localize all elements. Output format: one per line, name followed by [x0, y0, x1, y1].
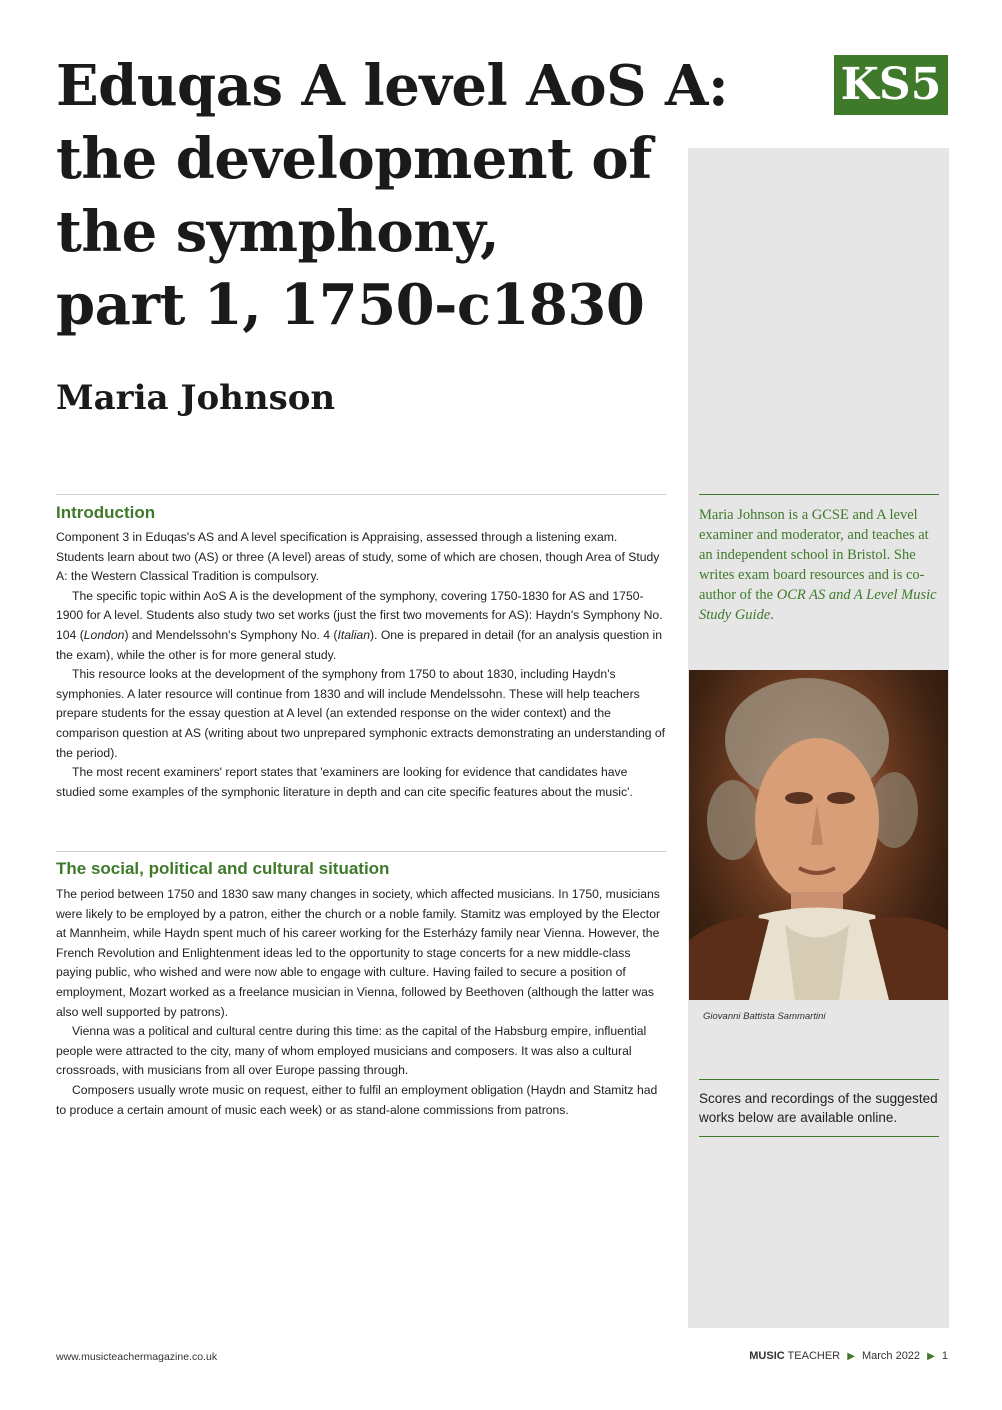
paragraph	[56, 763, 668, 802]
footer-website-link[interactable]: www.musicteachermagazine.co.uk	[56, 1351, 218, 1363]
title-line: the symphony,	[56, 199, 500, 265]
author-name: Maria Johnson	[56, 378, 336, 418]
italic-text-run: London	[83, 627, 125, 642]
paragraph	[56, 528, 668, 587]
arrow-right-icon: ▶	[927, 1351, 935, 1362]
section-heading-social: The social, political and cultural situation	[56, 859, 390, 878]
title-line: part 1, 1750-c1830	[56, 272, 645, 338]
text-run: ). One is prepared in detail (for an analysis question in the exam), while the other is for more general study.	[56, 627, 662, 662]
section-divider	[56, 851, 666, 852]
bio-end: .	[770, 607, 774, 623]
text-run: Component 3 in Eduqas's AS and A level specification is Appraising, assessed through a listening exam. Students learn about two (AS) or three (A level) areas of study, some of which are chosen, though Area of Study A: the Western Classical Tradition is compulsory.	[56, 530, 660, 584]
paragraph	[56, 885, 668, 1022]
text-run: This resource looks at the development of the symphony from 1750 to about 1830, including Haydn's symphonies. A later resource will continue from 1830 and will include Mendelssohn. These will help teachers prepare students for the essay question at A level (an extended response on the wider context) and the comparison question at AS (writing about two unprepared symphonic extracts demonstrating an understanding of the period).	[56, 667, 666, 760]
sidebar-note: Scores and recordings of the suggested works below are available online.	[699, 1079, 939, 1137]
footer-issue-date: March 2022	[861, 1350, 921, 1362]
text-run: Composers usually wrote music on request, either to fulfil an employment obligation (Haydn and Stamitz had to produce a certain amount of music each week) or as stand-alone commissions from patrons.	[56, 1082, 658, 1117]
author-bio	[699, 494, 939, 625]
footer-brand-bold: MUSIC	[749, 1350, 785, 1362]
title-line: Eduqas A level AoS A:	[56, 53, 729, 119]
section-body-introduction	[56, 528, 668, 802]
bio-text: Maria Johnson is a GCSE and A level examiner and moderator, and teaches at an independent school in Bristol. She writes exam board resources and is co-author of the	[699, 507, 929, 603]
text-run: The specific topic within AoS A is the development of the symphony, covering 1750-1830 for AS and 1750-1900 for A level. Students also study two set works (just the first two movements for AS): Haydn's Symphony No. 104 (	[56, 588, 663, 642]
italic-text-run: Italian	[337, 627, 370, 642]
footer-page-number: 1	[941, 1350, 948, 1362]
title-line: the development of	[56, 126, 652, 192]
text-run: Vienna was a political and cultural centre during this time: as the capital of the Habsburg empire, influential people were attracted to the city, many of whom employed musicians and composers. It was also a cultural crossroads, with musicians from all over Europe passing through.	[56, 1024, 647, 1078]
bio-book-title: OCR AS and A Level Music Study Guide	[699, 587, 937, 623]
key-stage-badge: KS5	[834, 55, 948, 115]
text-run: The period between 1750 and 1830 saw many changes in society, which affected musicians. In 1750, musicians were likely to be employed by a patron, either the church or a noble family. Stamitz was employed by the Elector at Mannheim, while Haydn spent much of his career working for the Esterházy family near Vienna. However, the French Revolution and Enlightenment ideas led to the opportunity to stage concerts for a new middle-class paying public, who wished and were now able to engage with culture. Having failed to secure a position of employment, Mozart worked as a freelance musician in Vienna, followed by Beethoven (although the latter was also well supported by patrons).	[56, 887, 661, 1019]
section-body-social	[56, 885, 668, 1120]
article-title	[56, 50, 729, 342]
section-heading-introduction: Introduction	[56, 503, 156, 522]
footer-brand-rest: TEACHER	[784, 1350, 841, 1362]
footer-issue-info	[749, 1350, 948, 1362]
portrait-image	[689, 670, 948, 1000]
paragraph	[56, 1081, 668, 1120]
portrait-illustration	[689, 670, 948, 1000]
text-run: ) and Mendelssohn's Symphony No. 4 (	[124, 627, 338, 642]
text-run: The most recent examiners' report states that 'examiners are looking for evidence that candidates have studied some examples of the symphonic literature in depth and can cite specific features about the music'.	[56, 765, 633, 799]
paragraph	[56, 665, 668, 763]
paragraph	[56, 587, 668, 665]
arrow-right-icon: ▶	[847, 1351, 855, 1362]
section-divider	[56, 494, 666, 495]
paragraph	[56, 1022, 668, 1081]
portrait-caption: Giovanni Battista Sammartini	[703, 1011, 826, 1022]
